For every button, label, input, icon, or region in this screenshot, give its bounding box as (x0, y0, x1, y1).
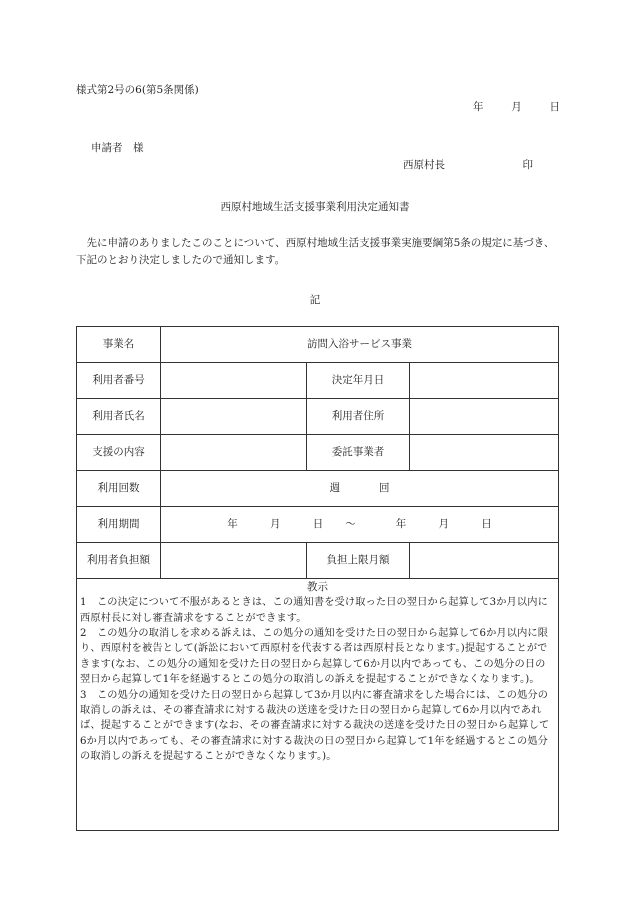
period-end-day: 日 (481, 517, 492, 530)
user-number-label: 利用者番号 (77, 363, 161, 399)
table-row (77, 327, 559, 363)
table-row (77, 579, 559, 831)
notes-cell (77, 579, 559, 831)
contractor-label: 委託事業者 (307, 435, 410, 471)
seal-mark: 印 (522, 159, 533, 171)
user-address-label: 利用者住所 (307, 399, 410, 435)
burden-value[interactable] (161, 543, 307, 579)
business-name-value: 訪問入浴サービス事業 (161, 327, 559, 363)
table-row (77, 363, 559, 399)
frequency-week: 週 (329, 481, 340, 494)
period-label: 利用期間 (77, 507, 161, 543)
note-item-3: 3 この処分の通知を受けた日の翌日から起算して3か月以内に審査請求をした場合には、この処分の取消しの訴えは、その審査請求に対する裁決の送達を受けた日の翌日から起算して6か月以内であれば、提起することができます(なお、その審査請求に対する裁決の送達を受けた日の翌日から起算して6か月以内であっても、その審査請求に対する裁決の日の翌日から起算して1年を経過するとこの処分の取消しの訴えを提起することができなくなります。)。 (80, 689, 550, 763)
notes-title: 教示 (307, 581, 328, 593)
decision-date-value[interactable] (410, 363, 559, 399)
user-address-value[interactable] (410, 399, 559, 435)
period-value[interactable] (161, 507, 559, 543)
date-month: 月 (511, 101, 522, 113)
period-start-year: 年 (227, 517, 238, 530)
document-title: 西原村地域生活支援事業利用決定通知書 (220, 201, 410, 213)
issuer-line (403, 158, 533, 173)
user-number-value[interactable] (161, 363, 307, 399)
table-row (77, 399, 559, 435)
contractor-value[interactable] (410, 435, 559, 471)
body-text: 先に申請のありましたこのことについて、西原村地域生活支援事業実施要綱第5条の規定に基づき、下記のとおり決定しましたので通知します。 (76, 237, 555, 267)
ki-heading: 記 (309, 294, 321, 306)
note-item-2: 2 この処分の取消しを求める訴えは、この処分の通知を受けた日の翌日から起算して6か月以内に限り、西原村を被告として(訴訟において西原村を代表する者は西原村長となります。)提起することができます(なお、この処分の通知を受けた日の翌日から起算して6か月以内であっても、この処分の日の翌日から起算して1年を経過するとこの処分の取消しの訴えを提起することができなくなります。)。 (80, 628, 549, 686)
form-number: 様式第2号の6(第5条関係) (76, 84, 199, 96)
date-year: 年 (473, 101, 484, 113)
issuer-name: 西原村長 (403, 159, 445, 171)
support-label: 支援の内容 (77, 435, 161, 471)
burden-limit-value[interactable] (410, 543, 559, 579)
table-row (77, 543, 559, 579)
note-item-1: 1 この決定について不服があるときは、この通知書を受け取った日の翌日から起算して3か月以内に西原村長に対し審査請求をすることができます。 (80, 597, 548, 624)
support-value[interactable] (161, 435, 307, 471)
decision-table (76, 326, 559, 831)
applicant-line: 申請者 様 (91, 142, 144, 154)
frequency-value[interactable] (161, 471, 559, 507)
frequency-label: 利用回数 (77, 471, 161, 507)
date-day: 日 (549, 101, 560, 113)
period-end-year: 年 (395, 517, 407, 530)
period-start-month: 月 (270, 517, 281, 530)
table-row (77, 435, 559, 471)
decision-date-label: 決定年月日 (307, 363, 410, 399)
period-end-month: 月 (438, 517, 449, 530)
user-name-value[interactable] (161, 399, 307, 435)
business-name-label: 事業名 (77, 327, 161, 363)
period-start-day: 日 (312, 517, 324, 530)
date-line (470, 100, 560, 115)
period-tilde: ～ (345, 517, 356, 530)
frequency-times: 回 (379, 481, 390, 494)
user-name-label: 利用者氏名 (77, 399, 161, 435)
burden-label: 利用者負担額 (77, 543, 161, 579)
table-row (77, 471, 559, 507)
burden-limit-label: 負担上限月額 (307, 543, 410, 579)
table-row (77, 507, 559, 543)
